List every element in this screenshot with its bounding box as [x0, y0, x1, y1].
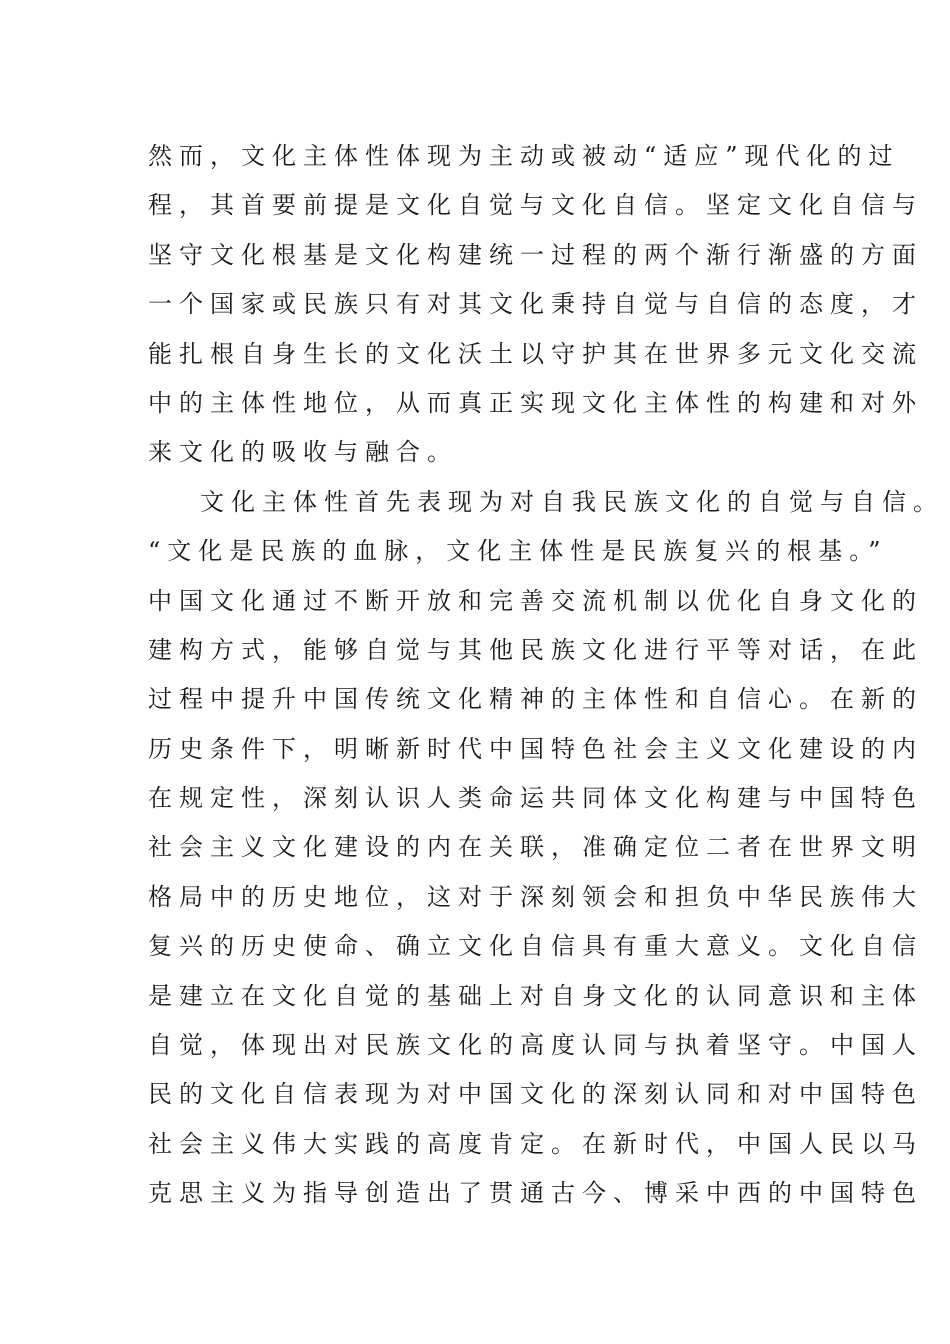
text-line: 建构方式，能够自觉与其他民族文化进行平等对话，在此 — [148, 635, 923, 664]
text-line: 坚守文化根基是文化构建统一过程的两个渐行渐盛的方面 — [148, 240, 923, 269]
text-line: 民的文化自信表现为对中国文化的深刻认同和对中国特色 — [148, 1080, 923, 1109]
text-line: 历史条件下，明晰新时代中国特色社会主义文化建设的内 — [148, 734, 923, 763]
text-line: 中的主体性地位，从而真正实现文化主体性的构建和对外 — [148, 388, 923, 417]
text-line: 自觉，体现出对民族文化的高度认同与执着坚守。中国人 — [148, 1031, 923, 1060]
text-line: 社会主义文化建设的内在关联，准确定位二者在世界文明 — [148, 833, 923, 862]
text-line: “文化是民族的血脉，文化主体性是民族复兴的根基。” — [148, 537, 888, 566]
text-line: 一个国家或民族只有对其文化秉持自觉与自信的态度，才 — [148, 290, 923, 319]
text-line: 过程中提升中国传统文化精神的主体性和自信心。在新的 — [148, 685, 923, 714]
text-line: 格局中的历史地位，这对于深刻领会和担负中华民族伟大 — [148, 882, 923, 911]
body-text — [148, 132, 944, 1219]
text-line: 在规定性，深刻认识人类命运共同体文化构建与中国特色 — [148, 784, 923, 813]
text-line: 然而，文化主体性体现为主动或被动“适应”现代化的过 — [148, 142, 900, 170]
text-line: 克思主义为指导创造出了贯通古今、博采中西的中国特色 — [148, 1179, 923, 1208]
text-line: 是建立在文化自觉的基础上对自身文化的认同意识和主体 — [148, 981, 923, 1010]
text-line: 中国文化通过不断开放和完善交流机制以优化自身文化的 — [148, 586, 923, 615]
text-line: 社会主义伟大实践的高度肯定。在新时代，中国人民以马 — [148, 1129, 923, 1158]
text-line: 程，其首要前提是文化自觉与文化自信。坚定文化自信与 — [148, 191, 923, 220]
text-line: 能扎根自身生长的文化沃土以守护其在世界多元文化交流 — [148, 339, 923, 368]
text-line: 复兴的历史使命、确立文化自信具有重大意义。文化自信 — [148, 932, 923, 961]
paragraph-first-line: 文化主体性首先表现为对自我民族文化的自觉与自信。 — [200, 487, 944, 516]
text-line: 来文化的吸收与融合。 — [148, 438, 458, 467]
